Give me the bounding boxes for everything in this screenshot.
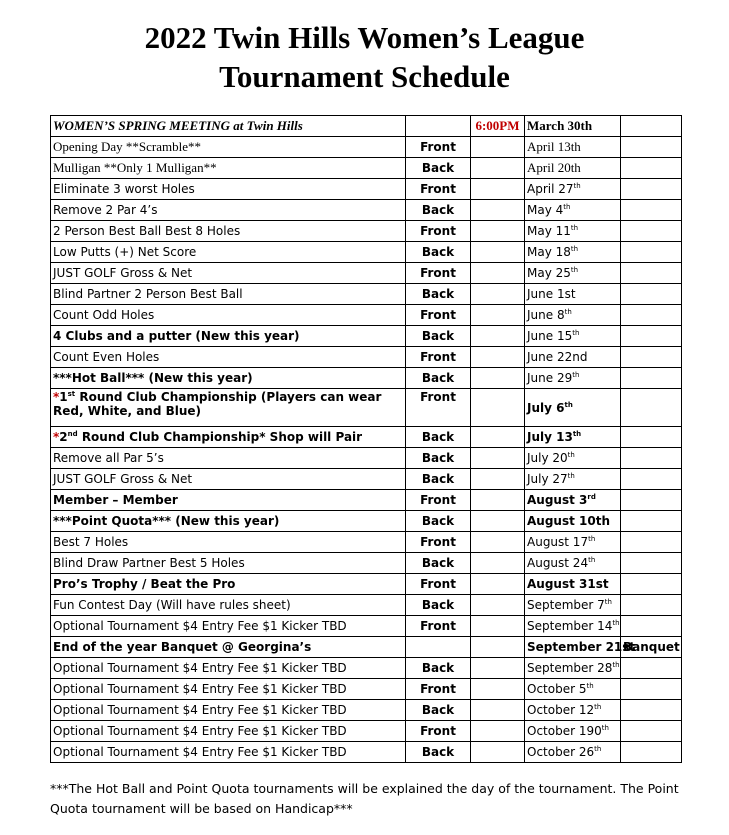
table-row: [51, 242, 682, 263]
table-row: [51, 595, 682, 616]
date-ordinal-suffix: th: [612, 661, 620, 669]
date-ordinal-suffix: th: [612, 619, 620, 627]
nine-cell: Back: [406, 469, 471, 490]
date-label: June 8: [527, 308, 565, 322]
date-label: April 20th: [527, 160, 581, 175]
date-ordinal-suffix: th: [601, 724, 609, 732]
date-cell: [525, 532, 621, 553]
note-cell: [621, 284, 682, 305]
table-row: [51, 658, 682, 679]
date-cell: [525, 616, 621, 637]
note-cell: [621, 721, 682, 742]
table-row: [51, 200, 682, 221]
date-cell: [525, 137, 621, 158]
nine-cell: Back: [406, 242, 471, 263]
event-label: End of the year Banquet @ Georgina’s: [53, 640, 312, 654]
nine-cell: Front: [406, 179, 471, 200]
time-cell: 6:00PM: [471, 116, 525, 137]
date-ordinal-suffix: th: [563, 203, 571, 211]
event-label: Remove 2 Par 4’s: [53, 203, 158, 217]
date-ordinal-suffix: th: [570, 245, 579, 253]
event-cell: [51, 305, 406, 326]
date-ordinal-suffix: th: [588, 535, 596, 543]
nine-cell: Front: [406, 389, 471, 427]
table-row: [51, 137, 682, 158]
date-cell: [525, 721, 621, 742]
note-cell: [621, 700, 682, 721]
note-cell: [621, 595, 682, 616]
table-row: [51, 742, 682, 763]
date-label: August 31st: [527, 577, 609, 591]
date-label: October 190: [527, 724, 602, 738]
date-ordinal-suffix: th: [586, 682, 594, 690]
nine-cell: Back: [406, 284, 471, 305]
footnote: ***The Hot Ball and Point Quota tournaments will be explained the day of the tournament. The Point Quota tournament will be based on Handicap***: [50, 781, 679, 816]
time-cell: [471, 679, 525, 700]
event-cell: [51, 469, 406, 490]
event-cell: [51, 158, 406, 179]
time-cell: [471, 532, 525, 553]
event-label: 4 Clubs and a putter (New this year): [53, 329, 300, 343]
date-label: September 21st: [527, 640, 636, 654]
date-label: August 10th: [527, 514, 610, 528]
event-cell: [51, 427, 406, 448]
date-label: October 5: [527, 682, 587, 696]
date-label: July 20: [527, 451, 568, 465]
event-label: Blind Partner 2 Person Best Ball: [53, 287, 243, 301]
note-cell: [621, 490, 682, 511]
time-cell: [471, 448, 525, 469]
time-cell: [471, 200, 525, 221]
date-label: July 13: [527, 430, 573, 444]
date-cell: [525, 511, 621, 532]
event-label: Mulligan **Only 1 Mulligan**: [53, 160, 217, 175]
date-cell: [525, 742, 621, 763]
event-label: Optional Tournament $4 Entry Fee $1 Kicker TBD: [53, 682, 347, 696]
event-cell: [51, 368, 406, 389]
event-cell: [51, 742, 406, 763]
nine-cell: Front: [406, 532, 471, 553]
event-cell: [51, 721, 406, 742]
event-cell: [51, 490, 406, 511]
date-cell: [525, 326, 621, 347]
event-label: 2 Person Best Ball Best 8 Holes: [53, 224, 241, 238]
date-label: June 1st: [527, 287, 576, 301]
time-cell: [471, 637, 525, 658]
date-label: July 6: [527, 400, 565, 415]
date-ordinal-suffix: th: [572, 329, 580, 337]
event-cell: [51, 347, 406, 368]
nine-cell: Back: [406, 368, 471, 389]
date-cell: [525, 179, 621, 200]
event-label: Low Putts (+) Net Score: [53, 245, 197, 259]
event-cell: [51, 179, 406, 200]
date-cell: [525, 658, 621, 679]
table-row: [51, 574, 682, 595]
nine-cell: Front: [406, 616, 471, 637]
date-label: May 18: [527, 245, 571, 259]
date-ordinal-suffix: th: [594, 703, 602, 711]
date-label: September 14: [527, 619, 613, 633]
note-cell: [621, 158, 682, 179]
date-label: August 17: [527, 535, 589, 549]
nine-cell: Back: [406, 553, 471, 574]
event-cell: WOMEN’S SPRING MEETING at Twin Hills: [51, 116, 406, 137]
event-cell: [51, 200, 406, 221]
note-cell: [621, 553, 682, 574]
note-cell: [621, 616, 682, 637]
table-row: [51, 448, 682, 469]
table-row: [51, 553, 682, 574]
table-row: [51, 469, 682, 490]
nine-cell: Back: [406, 595, 471, 616]
event-cell: [51, 284, 406, 305]
event-cell: [51, 637, 406, 658]
date-ordinal-suffix: th: [564, 308, 572, 316]
date-cell: [525, 595, 621, 616]
event-label: Eliminate 3 worst Holes: [53, 182, 195, 196]
time-cell: [471, 490, 525, 511]
table-row: [51, 427, 682, 448]
nine-cell: Front: [406, 347, 471, 368]
event-cell: [51, 221, 406, 242]
date-cell: [525, 284, 621, 305]
date-label: October 12: [527, 703, 595, 717]
time-cell: [471, 574, 525, 595]
date-cell: [525, 679, 621, 700]
event-cell: [51, 448, 406, 469]
time-cell: [471, 326, 525, 347]
date-label: October 26: [527, 745, 595, 759]
event-cell: [51, 532, 406, 553]
event-label: Fun Contest Day (Will have rules sheet): [53, 598, 291, 612]
date-label: April 13th: [527, 139, 581, 154]
date-cell: [525, 221, 621, 242]
event-cell: [51, 616, 406, 637]
event-label: Optional Tournament $4 Entry Fee $1 Kicker TBD: [53, 619, 347, 633]
time-cell: [471, 347, 525, 368]
nine-cell: Front: [406, 574, 471, 595]
note-cell: [621, 658, 682, 679]
date-ordinal-suffix: th: [572, 430, 582, 438]
date-ordinal-suffix: rd: [587, 493, 596, 501]
date-cell: [525, 448, 621, 469]
time-cell: [471, 595, 525, 616]
date-cell: [525, 469, 621, 490]
time-cell: [471, 721, 525, 742]
date-cell: [525, 263, 621, 284]
nine-cell: Back: [406, 700, 471, 721]
date-ordinal-suffix: th: [570, 224, 579, 232]
table-row: [51, 305, 682, 326]
event-cell: [51, 700, 406, 721]
date-cell: [525, 637, 636, 658]
nine-cell: Front: [406, 137, 471, 158]
time-cell: [471, 658, 525, 679]
nine-cell: Back: [406, 427, 471, 448]
nine-cell: Back: [406, 658, 471, 679]
event-label: Optional Tournament $4 Entry Fee $1 Kicker TBD: [53, 661, 347, 675]
date-label: August 3: [527, 493, 588, 507]
event-label: ***Point Quota*** (New this year): [53, 514, 280, 528]
time-cell: [471, 616, 525, 637]
event-cell: [51, 595, 406, 616]
time-cell: [471, 305, 525, 326]
date-label: September 28: [527, 661, 613, 675]
table-row: [51, 326, 682, 347]
event-cell: [51, 511, 406, 532]
event-marker: *: [53, 390, 60, 404]
note-cell: Banquet: [621, 637, 682, 658]
time-cell: [471, 242, 525, 263]
time-cell: [471, 221, 525, 242]
date-label: May 4: [527, 203, 564, 217]
note-cell: [621, 532, 682, 553]
event-label: Remove all Par 5’s: [53, 451, 164, 465]
table-row: [51, 263, 682, 284]
event-cell: [51, 389, 406, 427]
time-cell: [471, 511, 525, 532]
table-row: [51, 721, 682, 742]
table-row: [51, 679, 682, 700]
date-cell: [525, 305, 621, 326]
date-cell: [525, 200, 621, 221]
event-label: JUST GOLF Gross & Net: [53, 266, 193, 280]
nine-cell: Front: [406, 221, 471, 242]
event-label: Count Even Holes: [53, 350, 160, 364]
table-row: [51, 221, 682, 242]
date-label: August 24: [527, 556, 589, 570]
nine-cell: Front: [406, 721, 471, 742]
date-ordinal-suffix: th: [567, 451, 575, 459]
note-cell: [621, 221, 682, 242]
schedule-table: [50, 115, 682, 763]
time-cell: [471, 284, 525, 305]
table-row: [51, 179, 682, 200]
date-label: May 11: [527, 224, 571, 238]
event-label: JUST GOLF Gross & Net: [53, 472, 193, 486]
note-cell: [621, 347, 682, 368]
time-cell: [471, 137, 525, 158]
nine-cell: Front: [406, 305, 471, 326]
event-label: Member – Member: [53, 493, 178, 507]
date-cell: [525, 389, 621, 427]
date-label: September 7: [527, 598, 605, 612]
event-label: Optional Tournament $4 Entry Fee $1 Kicker TBD: [53, 745, 347, 759]
table-row: [51, 637, 682, 658]
date-ordinal-suffix: th: [594, 745, 602, 753]
note-cell: [621, 742, 682, 763]
date-label: June 15: [527, 329, 573, 343]
time-cell: [471, 158, 525, 179]
note-cell: [621, 679, 682, 700]
note-cell: [621, 326, 682, 347]
time-cell: [471, 263, 525, 284]
time-cell: [471, 742, 525, 763]
note-cell: [621, 427, 682, 448]
date-label: April 27: [527, 182, 574, 196]
date-label: July 27: [527, 472, 568, 486]
time-cell: [471, 427, 525, 448]
table-row: [51, 158, 682, 179]
nine-cell: Front: [406, 490, 471, 511]
table-row-header: [51, 116, 682, 137]
table-row: [51, 700, 682, 721]
table-row: [51, 368, 682, 389]
event-cell: [51, 574, 406, 595]
event-cell: [51, 263, 406, 284]
date-cell: [525, 490, 621, 511]
event-cell: [51, 326, 406, 347]
time-cell: [471, 700, 525, 721]
note-cell: [621, 305, 682, 326]
event-round-suffix: nd: [67, 430, 78, 438]
date-ordinal-suffix: th: [588, 556, 596, 564]
date-cell: [525, 574, 621, 595]
nine-cell: Front: [406, 679, 471, 700]
date-ordinal-suffix: th: [604, 598, 612, 606]
event-label: Best 7 Holes: [53, 535, 129, 549]
date-cell: [525, 700, 621, 721]
note-cell: [621, 511, 682, 532]
page-title-line-2: Tournament Schedule: [219, 59, 510, 94]
time-cell: [471, 179, 525, 200]
note-cell: [621, 469, 682, 490]
note-cell: [621, 200, 682, 221]
nine-cell: Back: [406, 158, 471, 179]
note-cell: [621, 448, 682, 469]
date-cell: [525, 427, 621, 448]
table-row: [51, 389, 682, 427]
event-cell: [51, 242, 406, 263]
note-cell: [621, 368, 682, 389]
event-cell: [51, 679, 406, 700]
date-ordinal-suffix: th: [573, 182, 581, 190]
event-label: Blind Draw Partner Best 5 Holes: [53, 556, 245, 570]
date-ordinal-suffix: th: [572, 371, 580, 379]
event-round-number: 1: [59, 390, 68, 404]
table-row: [51, 490, 682, 511]
event-round-number: 2: [59, 430, 68, 444]
time-cell: [471, 368, 525, 389]
note-cell: [621, 137, 682, 158]
page-title-line-1: 2022 Twin Hills Women’s League: [144, 20, 585, 55]
table-row: [51, 616, 682, 637]
table-row: [51, 511, 682, 532]
date-cell: [525, 158, 621, 179]
note-cell: [621, 242, 682, 263]
event-label: ***Hot Ball*** (New this year): [53, 371, 253, 385]
time-cell: [471, 469, 525, 490]
nine-cell: [406, 637, 471, 658]
nine-cell: Back: [406, 448, 471, 469]
event-cell: [51, 137, 406, 158]
note-cell: [621, 574, 682, 595]
date-cell: March 30th: [525, 116, 621, 137]
nine-cell: Front: [406, 263, 471, 284]
event-cell: [51, 553, 406, 574]
event-label: Optional Tournament $4 Entry Fee $1 Kicker TBD: [53, 703, 347, 717]
note-cell: [621, 179, 682, 200]
date-label: June 29: [527, 371, 573, 385]
nine-cell: Back: [406, 742, 471, 763]
table-row: [51, 284, 682, 305]
event-label: Opening Day **Scramble**: [53, 139, 202, 154]
nine-cell: [406, 116, 471, 137]
note-cell: [621, 389, 682, 427]
date-ordinal-suffix: th: [567, 472, 575, 480]
event-round-suffix: st: [67, 390, 76, 398]
note-cell: [621, 263, 682, 284]
time-cell: [471, 389, 525, 427]
table-row: [51, 532, 682, 553]
time-cell: [471, 553, 525, 574]
event-marker: *: [53, 430, 60, 444]
date-ordinal-suffix: th: [564, 400, 573, 409]
date-cell: [525, 242, 621, 263]
nine-cell: Back: [406, 200, 471, 221]
event-label: Optional Tournament $4 Entry Fee $1 Kicker TBD: [53, 724, 347, 738]
event-label: Count Odd Holes: [53, 308, 155, 322]
event-label: Round Club Championship* Shop will Pair: [77, 430, 363, 444]
date-label: June 22nd: [527, 350, 588, 364]
event-label: Pro’s Trophy / Beat the Pro: [53, 577, 236, 591]
nine-cell: Back: [406, 511, 471, 532]
event-cell: [51, 658, 406, 679]
table-row: [51, 347, 682, 368]
nine-cell: Back: [406, 326, 471, 347]
date-ordinal-suffix: th: [570, 266, 579, 274]
date-cell: [525, 347, 621, 368]
event-label: Round Club Championship (Players can wear Red, White, and Blue): [53, 390, 382, 418]
date-label: May 25: [527, 266, 571, 280]
date-cell: [525, 368, 621, 389]
note-cell: [621, 116, 682, 137]
date-cell: [525, 553, 621, 574]
